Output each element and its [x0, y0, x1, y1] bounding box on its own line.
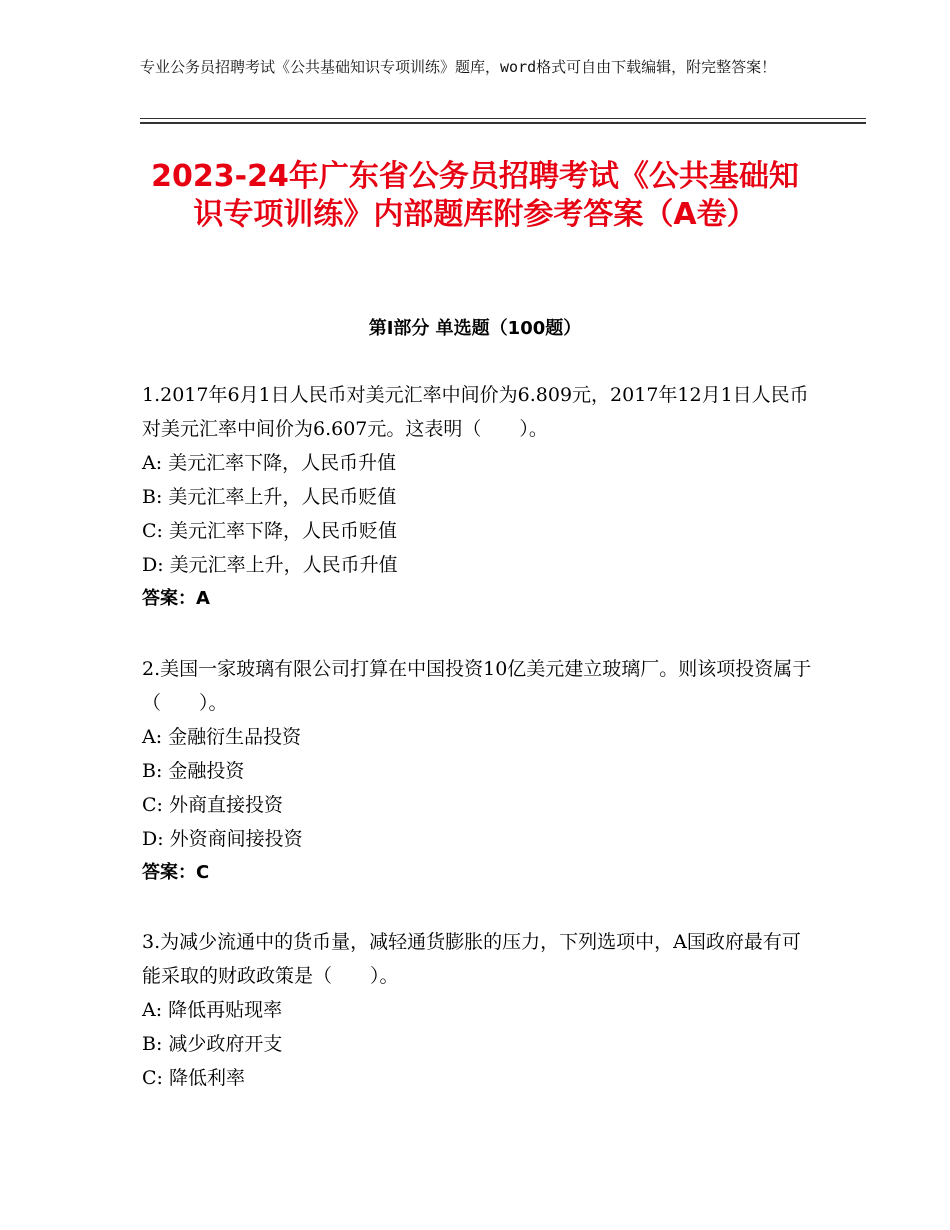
section-heading: 第I部分 单选题（100题） — [368, 318, 582, 339]
answer-line: 答案：A — [142, 588, 210, 609]
option-a: A: 降低再贴现率 — [142, 999, 283, 1021]
header-divider — [140, 118, 866, 126]
option-d: D: 美元汇率上升，人民币升值 — [142, 554, 398, 576]
option-b: B: 美元汇率上升，人民币贬值 — [142, 486, 397, 508]
question-2 — [142, 652, 814, 890]
header-note: 专业公务员招聘考试《公共基础知识专项训练》题库，word格式可自由下载编辑，附完整答案！ — [140, 58, 777, 76]
option-c: C: 美元汇率下降，人民币贬值 — [142, 520, 397, 542]
option-b: B: 减少政府开支 — [142, 1033, 283, 1055]
answer-line: 答案：C — [142, 862, 210, 883]
question-3 — [142, 925, 814, 1095]
divider-thick-line — [140, 122, 866, 124]
question-stem: 2.美国一家玻璃有限公司打算在中国投资10亿美元建立玻璃厂。则该项投资属于（ ）。 — [142, 658, 812, 714]
question-stem: 1.2017年6月1日人民币对美元汇率中间价为6.809元，2017年12月1日人民币对美元汇率中间价为6.607元。这表明（ ）。 — [142, 384, 809, 440]
divider-thin-line — [140, 118, 866, 119]
option-d: D: 外资商间接投资 — [142, 828, 303, 850]
option-c: C: 降低利率 — [142, 1067, 245, 1089]
option-c: C: 外商直接投资 — [142, 794, 283, 816]
option-b: B: 金融投资 — [142, 760, 245, 782]
option-a: A: 金融衍生品投资 — [142, 726, 302, 748]
question-1 — [142, 378, 814, 616]
option-a: A: 美元汇率下降，人民币升值 — [142, 452, 397, 474]
question-stem: 3.为减少流通中的货币量，减轻通货膨胀的压力，下列选项中，A国政府最有可能采取的财政政策是（ ）。 — [142, 931, 801, 987]
document-title: 2023-24年广东省公务员招聘考试《公共基础知识专项训练》内部题库附参考答案（A卷） — [151, 159, 799, 232]
